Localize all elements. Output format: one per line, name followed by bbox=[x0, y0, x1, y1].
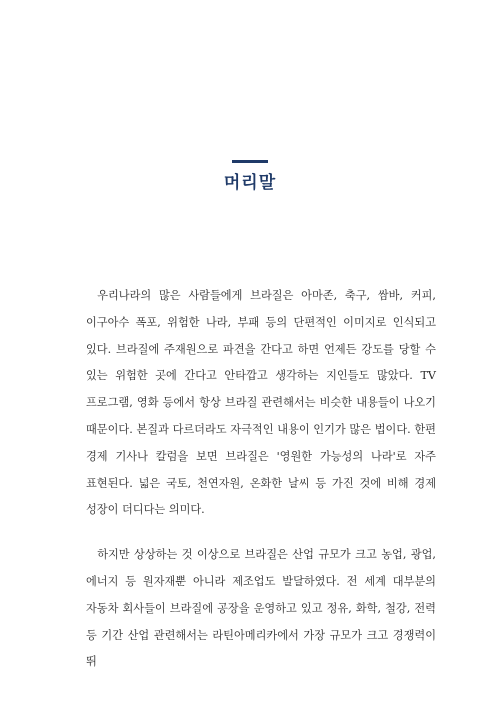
paragraph: 우리나라의 많은 사람들에게 브라질은 아마존, 축구, 쌈바, 커피, 이구아수 폭포, 위험한 나라, 부패 등의 단편적인 이미지로 인식되고 있다. 브라질에 주재원으로 파견을 간다고 하면 언제든 강도를 당할 수 있는 위험한 곳에 간다고 안타깝고 생각하는 지인들도 많았다. TV 프로그램, 영화 등에서 항상 브라질 관련해서는 비슷한 내용들이 나오기 때문이다. 본질과 다르더라도 자극적인 내용이 인기가 많은 법이다. 한편 경제 기사나 칼럼을 보면 브라질은 '영원한 가능성의 나라'로 자주 표현된다. 넓은 국토, 천연자원, 온화한 날씨 등 가진 것에 비해 경제 성장이 더디다는 의미다. bbox=[86, 289, 436, 517]
body-text bbox=[86, 283, 436, 676]
heading-accent-bar bbox=[232, 160, 268, 163]
paragraph: 하지만 상상하는 것 이상으로 브라질은 산업 규모가 크고 농업, 광업, 에너지 등 원자재뿐 아니라 제조업도 발달하였다. 전 세계 대부분의 자동차 회사들이 브라질에 공장을 운영하고 있고 정유, 화학, 철강, 전력 등 기간 산업 관련해서는 라틴아메리카에서 가장 규모가 크고 경쟁력이 뛰 bbox=[86, 548, 436, 669]
page-title: 머리말 bbox=[223, 173, 277, 193]
heading-block bbox=[0, 160, 500, 193]
